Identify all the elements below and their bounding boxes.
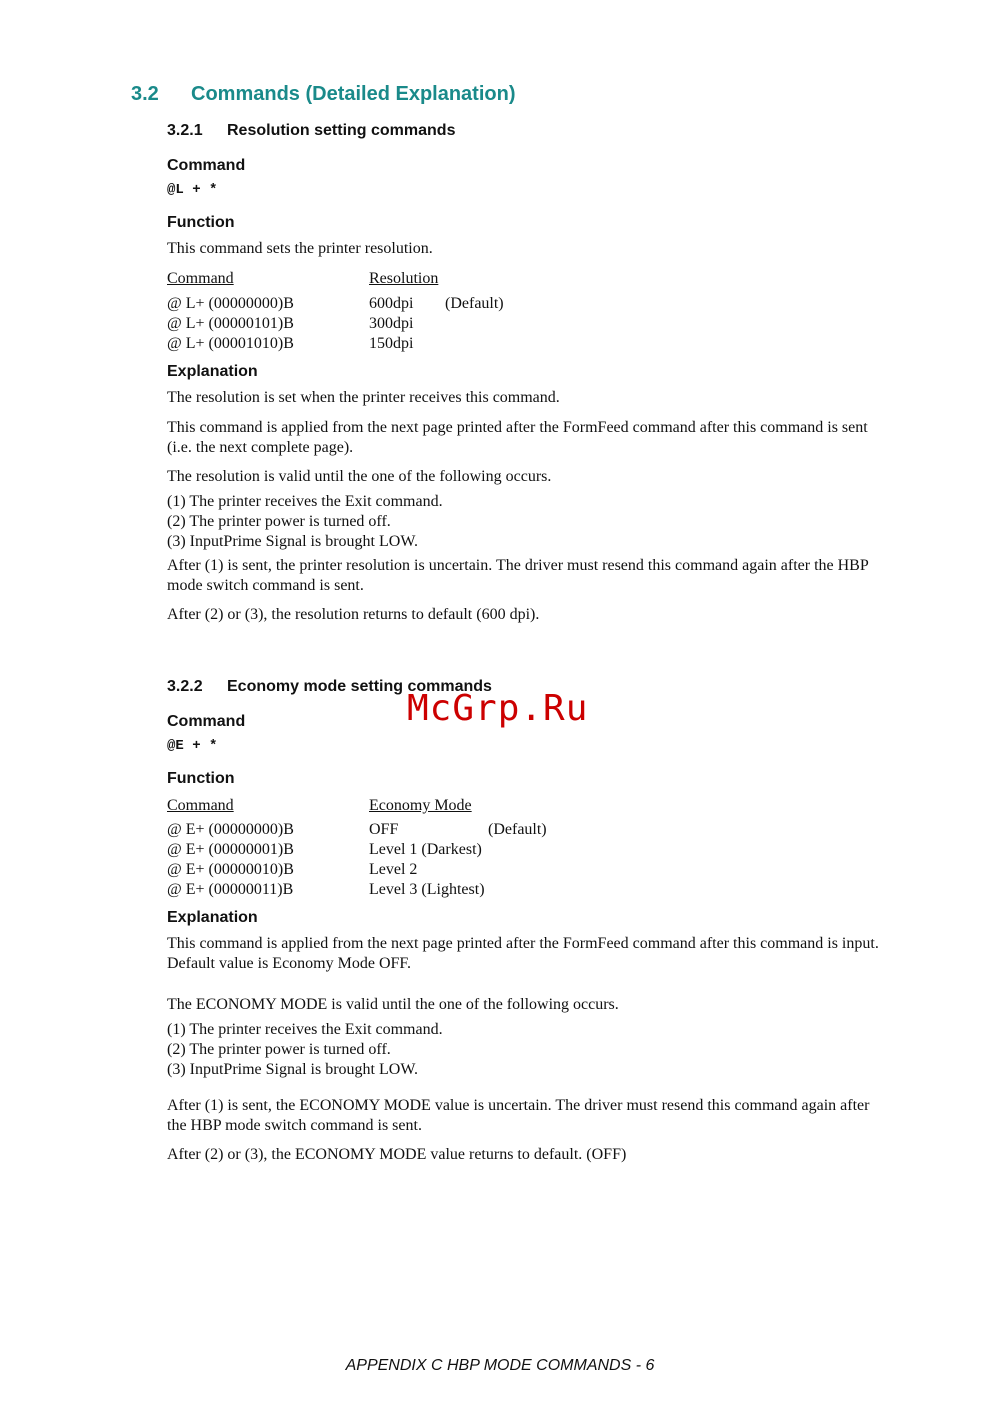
- table-cell-command: @ E+ (00000011)B: [167, 881, 294, 898]
- command-heading: Command: [167, 713, 246, 730]
- table-cell-command: @ L+ (00001010)B: [167, 335, 294, 352]
- table-header-resolution: Resolution: [369, 270, 439, 287]
- page-footer: APPENDIX C HBP MODE COMMANDS - 6: [345, 1357, 655, 1374]
- table-cell-resolution: 600dpi: [369, 295, 414, 312]
- explanation-text: Default value is Economy Mode OFF.: [167, 955, 412, 972]
- watermark: McGrp.Ru: [407, 688, 589, 729]
- list-item: (2) The printer power is turned off.: [167, 1041, 391, 1058]
- explanation-text: The resolution is set when the printer receives this command.: [167, 389, 560, 406]
- table-cell-command: @ E+ (00000010)B: [167, 861, 294, 878]
- subsection-title: Economy mode setting commands: [227, 678, 492, 695]
- section-title: Commands (Detailed Explanation): [191, 83, 516, 105]
- function-heading: Function: [167, 770, 235, 787]
- explanation-text: The resolution is valid until the one of the following occurs.: [167, 468, 552, 485]
- table-cell-command: @ E+ (00000001)B: [167, 841, 294, 858]
- section-number: 3.2: [131, 83, 159, 105]
- table-cell-mode: Level 3 (Lightest): [369, 881, 485, 898]
- subsection-title: Resolution setting commands: [227, 122, 456, 139]
- table-header-command: Command: [167, 797, 234, 814]
- table-cell-mode: Level 2: [369, 861, 418, 878]
- function-heading: Function: [167, 214, 235, 231]
- table-header-economy-mode: Economy Mode: [369, 797, 472, 814]
- table-cell-resolution: 300dpi: [369, 315, 414, 332]
- explanation-heading: Explanation: [167, 363, 258, 380]
- table-cell-command: @ E+ (00000000)B: [167, 821, 294, 838]
- command-heading: Command: [167, 157, 246, 174]
- explanation-text: The ECONOMY MODE is valid until the one of the following occurs.: [167, 996, 619, 1013]
- command-syntax: @E + *: [167, 738, 218, 754]
- table-cell-note: (Default): [445, 295, 504, 312]
- table-cell-resolution: 150dpi: [369, 335, 414, 352]
- table-cell-note: (Default): [488, 821, 547, 838]
- explanation-text: the HBP mode switch command is sent.: [167, 1117, 422, 1134]
- list-item: (1) The printer receives the Exit command.: [167, 1021, 443, 1038]
- list-item: (3) InputPrime Signal is brought LOW.: [167, 533, 418, 550]
- table-cell-mode: Level 1 (Darkest): [369, 841, 482, 858]
- explanation-text: (i.e. the next complete page).: [167, 439, 354, 456]
- explanation-text: After (2) or (3), the resolution returns to default (600 dpi).: [167, 606, 540, 623]
- list-item: (2) The printer power is turned off.: [167, 513, 391, 530]
- table-cell-command: @ L+ (00000000)B: [167, 295, 294, 312]
- table-cell-mode: OFF: [369, 821, 399, 838]
- list-item: (1) The printer receives the Exit command.: [167, 493, 443, 510]
- command-syntax: @L + *: [167, 182, 218, 198]
- table-cell-command: @ L+ (00000101)B: [167, 315, 294, 332]
- subsection-number: 3.2.1: [167, 122, 203, 139]
- subsection-number: 3.2.2: [167, 678, 203, 695]
- explanation-text: This command is applied from the next page printed after the FormFeed command after this command is input.: [167, 935, 879, 952]
- list-item: (3) InputPrime Signal is brought LOW.: [167, 1061, 418, 1078]
- explanation-text: After (1) is sent, the printer resolution is uncertain. The driver must resend this command again after the HBP: [167, 557, 869, 574]
- explanation-text: After (2) or (3), the ECONOMY MODE value returns to default. (OFF): [167, 1146, 627, 1163]
- explanation-text: mode switch command is sent.: [167, 577, 364, 594]
- table-header-command: Command: [167, 270, 234, 287]
- explanation-heading: Explanation: [167, 909, 258, 926]
- explanation-text: This command is applied from the next page printed after the FormFeed command after this command is sent: [167, 419, 868, 436]
- explanation-text: After (1) is sent, the ECONOMY MODE value is uncertain. The driver must resend this command again after: [167, 1097, 870, 1114]
- function-text: This command sets the printer resolution.: [167, 240, 433, 257]
